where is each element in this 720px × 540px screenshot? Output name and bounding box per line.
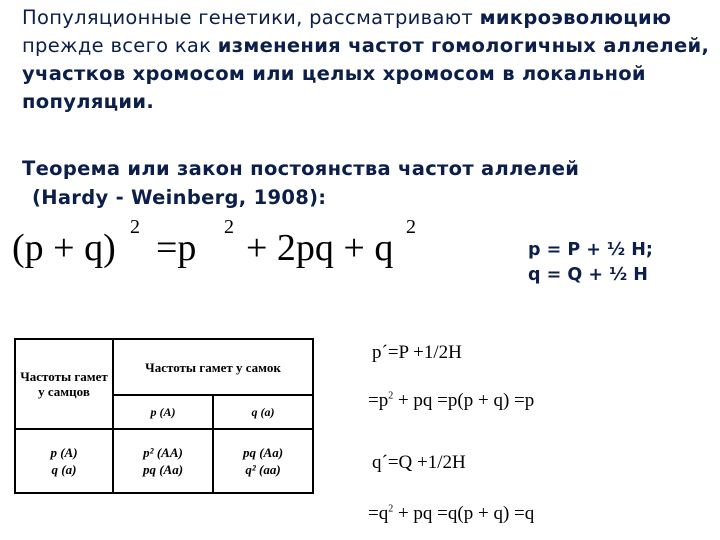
- row-headers: [15, 429, 113, 493]
- theorem-heading: [22, 154, 712, 212]
- theorem-line-1: Теорема или закон постоянства частот аллелей: [22, 157, 580, 180]
- q-derivation-line-1: q´=Q +1/2H: [372, 452, 466, 473]
- formula-q-exponent: 2: [406, 216, 416, 238]
- q-derivation-2b: + pq =q(p + q) =q: [393, 503, 535, 524]
- intro-definition: изменения частот гомологичных аллелей, участков хромосом или целых хромосом в локальной популяции.: [22, 34, 710, 113]
- cell-pq-Aa-1: pq (Aa): [142, 462, 184, 477]
- p-rule: p = P + ½ H;: [528, 240, 653, 260]
- cell-pq-Aa-2: pq (Aa): [242, 445, 284, 460]
- header-female-gametes: Частоты гамет у самок: [113, 339, 313, 395]
- p-derivation-line-1: p´=P +1/2H: [372, 342, 462, 363]
- q-derivation-2a: =q: [368, 503, 389, 524]
- col-header-q: q (a): [213, 395, 313, 429]
- p-derivation-2a: =p: [368, 390, 389, 411]
- q-derivation-exponent: 2: [388, 503, 394, 515]
- q-derivation-line-2: [368, 503, 534, 525]
- row-header-p: p (A): [50, 445, 78, 460]
- cell-AA: p² (AA): [143, 445, 183, 460]
- intro-text-2: прежде всего как: [22, 34, 218, 57]
- p-derivation-2b: + pq =p(p + q) =p: [393, 390, 535, 411]
- formula-p-exponent: 2: [224, 216, 234, 238]
- formula-lhs: (p + q): [12, 227, 116, 269]
- intro-paragraph: [22, 4, 712, 116]
- cell-col-q: [213, 429, 313, 493]
- theorem-line-2: (Hardy - Weinberg, 1908):: [32, 186, 327, 209]
- punnett-table: [14, 338, 314, 494]
- formula-rhs: + 2pq + q: [246, 227, 394, 269]
- allele-frequency-rules: [528, 238, 708, 288]
- intro-microevolution: микроэволюцию: [479, 6, 672, 29]
- col-header-p: p (A): [113, 395, 213, 429]
- cell-col-p: [113, 429, 213, 493]
- header-male-gametes: Частоты гамет у самцов: [15, 339, 113, 429]
- intro-text-1: Популяционные генетики, рассматривают: [22, 6, 480, 29]
- row-header-q: q (a): [51, 462, 77, 477]
- p-derivation-line-2: [368, 390, 534, 412]
- formula-equals-p: =p: [156, 227, 197, 269]
- hardy-weinberg-formula: [12, 216, 462, 286]
- formula-lhs-exponent: 2: [130, 216, 140, 238]
- p-derivation-exponent: 2: [388, 390, 394, 402]
- q-rule: q = Q + ½ H: [528, 265, 648, 285]
- cell-aa: q² (aa): [245, 462, 281, 477]
